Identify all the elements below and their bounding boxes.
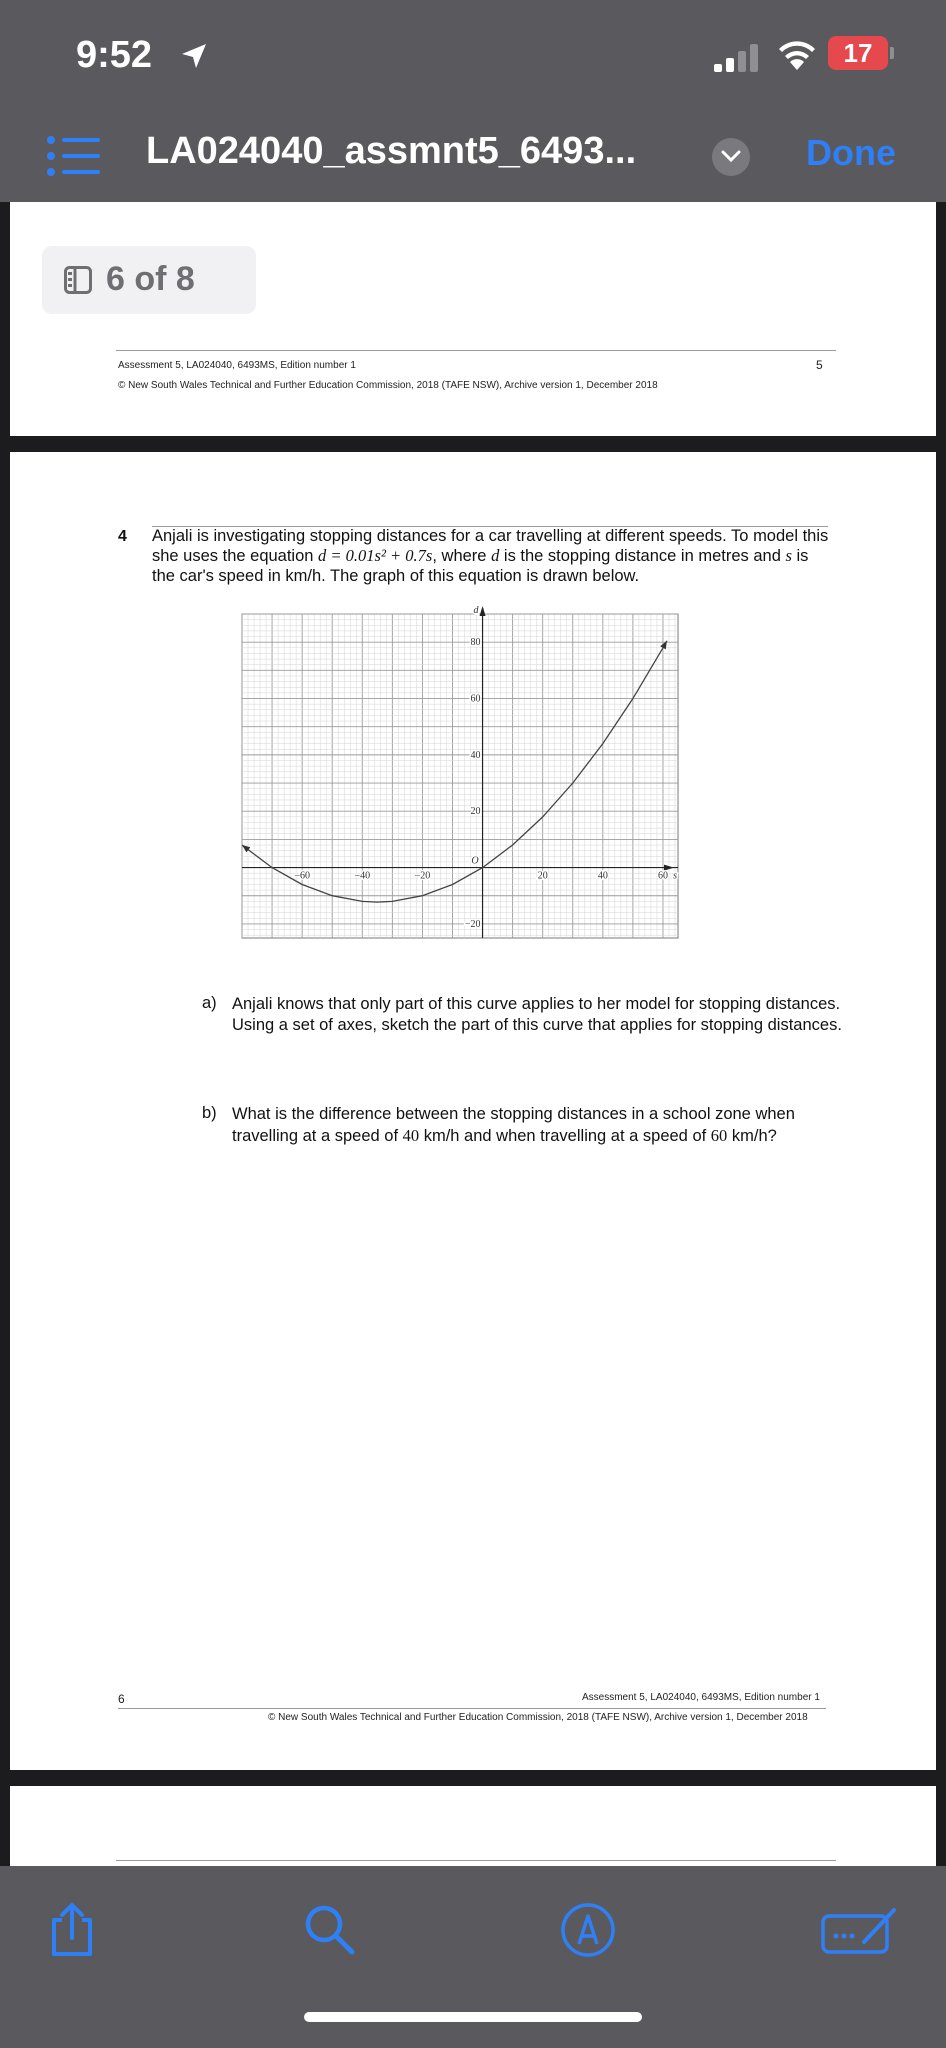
- status-time: 9:52: [76, 34, 153, 76]
- document-page-7: [10, 1786, 936, 1866]
- title-menu-button[interactable]: [712, 138, 750, 176]
- page-indicator: [42, 246, 256, 314]
- page-indicator-label: 6 of 8: [106, 260, 195, 298]
- footer-line-2: © New South Wales Technical and Further Education Commission, 2018 (TAFE NSW), Archive version 1, December 2018: [118, 380, 658, 391]
- question-number: 4: [118, 528, 127, 545]
- cellular-signal-icon: [714, 44, 764, 72]
- page-7-rule: [116, 1860, 836, 1861]
- done-button[interactable]: Done: [806, 132, 896, 173]
- graph-svg: [240, 604, 680, 946]
- markup-icon[interactable]: [560, 1902, 616, 1958]
- curve-arrowhead: [242, 845, 250, 852]
- y-tick-label: 20: [470, 806, 481, 818]
- page-6-footer-line-1: Assessment 5, LA024040, 6493MS, Edition number 1: [582, 1692, 820, 1703]
- page-6-footer-rule: [118, 1708, 826, 1709]
- chevron-down-icon: [721, 149, 741, 163]
- navigation-bar: [0, 110, 946, 202]
- signature-icon[interactable]: [820, 1902, 902, 1958]
- graph-border: [242, 614, 678, 938]
- wifi-icon: [776, 38, 818, 72]
- x-tick-label: −60: [294, 870, 310, 882]
- x-tick-label: 40: [597, 870, 608, 882]
- document-page-5: [10, 202, 936, 436]
- x-tick-label: 60: [657, 870, 668, 882]
- part-a-text: Anjali knows that only part of this curve applies to her model for stopping distances. Using a set of axes, sketch the part of this curve that applies for stopping distances.: [232, 995, 842, 1034]
- footer-line-1: Assessment 5, LA024040, 6493MS, Edition number 1: [118, 360, 356, 371]
- document-title: LA024040_assmnt5_6493...: [146, 130, 637, 172]
- x-tick-label: 20: [537, 870, 548, 882]
- part-a-label: a): [202, 994, 217, 1012]
- y-tick-label: 80: [470, 637, 481, 649]
- y-tick-label: 60: [470, 693, 481, 705]
- sidebar-icon: [64, 266, 92, 294]
- x-axis-label: s: [673, 870, 677, 882]
- page-6-number: 6: [118, 1692, 125, 1706]
- y-tick-label: 40: [470, 749, 481, 761]
- home-indicator[interactable]: [304, 2012, 642, 2022]
- bottom-toolbar: [0, 1866, 946, 2048]
- origin-label: O: [471, 855, 479, 867]
- part-b-text: What is the difference between the stopping distances in a school zone when travelling at a speed of 40 km/h and when travelling at a speed of 60 km/h?: [232, 1105, 795, 1145]
- parabola-graph: [240, 604, 680, 946]
- battery-tip: [890, 47, 894, 59]
- battery-indicator: 17: [828, 36, 888, 70]
- equation: d = 0.01s² + 0.7s: [318, 546, 433, 565]
- footer-rule: [116, 350, 836, 351]
- search-icon[interactable]: [302, 1902, 356, 1956]
- question-text: Anjali is investigating stopping distances for a car travelling at different speeds. To model this she uses the equation d = 0.01s² + 0.7s, where d is the stopping distance in metres and s is the car's speed in km/h. The graph of this equation is drawn below.: [152, 527, 829, 585]
- share-icon[interactable]: [46, 1902, 98, 1958]
- list-icon[interactable]: [46, 134, 102, 178]
- x-tick-label: −40: [354, 870, 371, 882]
- location-arrow-icon: [178, 40, 210, 72]
- y-axis-label: d: [473, 605, 479, 616]
- x-tick-label: −20: [414, 870, 431, 882]
- y-tick-label: −20: [464, 918, 481, 930]
- status-bar: [0, 0, 946, 110]
- part-b-label: b): [202, 1104, 217, 1122]
- page-number: 5: [816, 358, 823, 372]
- page-6-footer-line-2: © New South Wales Technical and Further Education Commission, 2018 (TAFE NSW), Archive version 1, December 2018: [268, 1712, 808, 1723]
- y-axis-arrow: [480, 606, 486, 616]
